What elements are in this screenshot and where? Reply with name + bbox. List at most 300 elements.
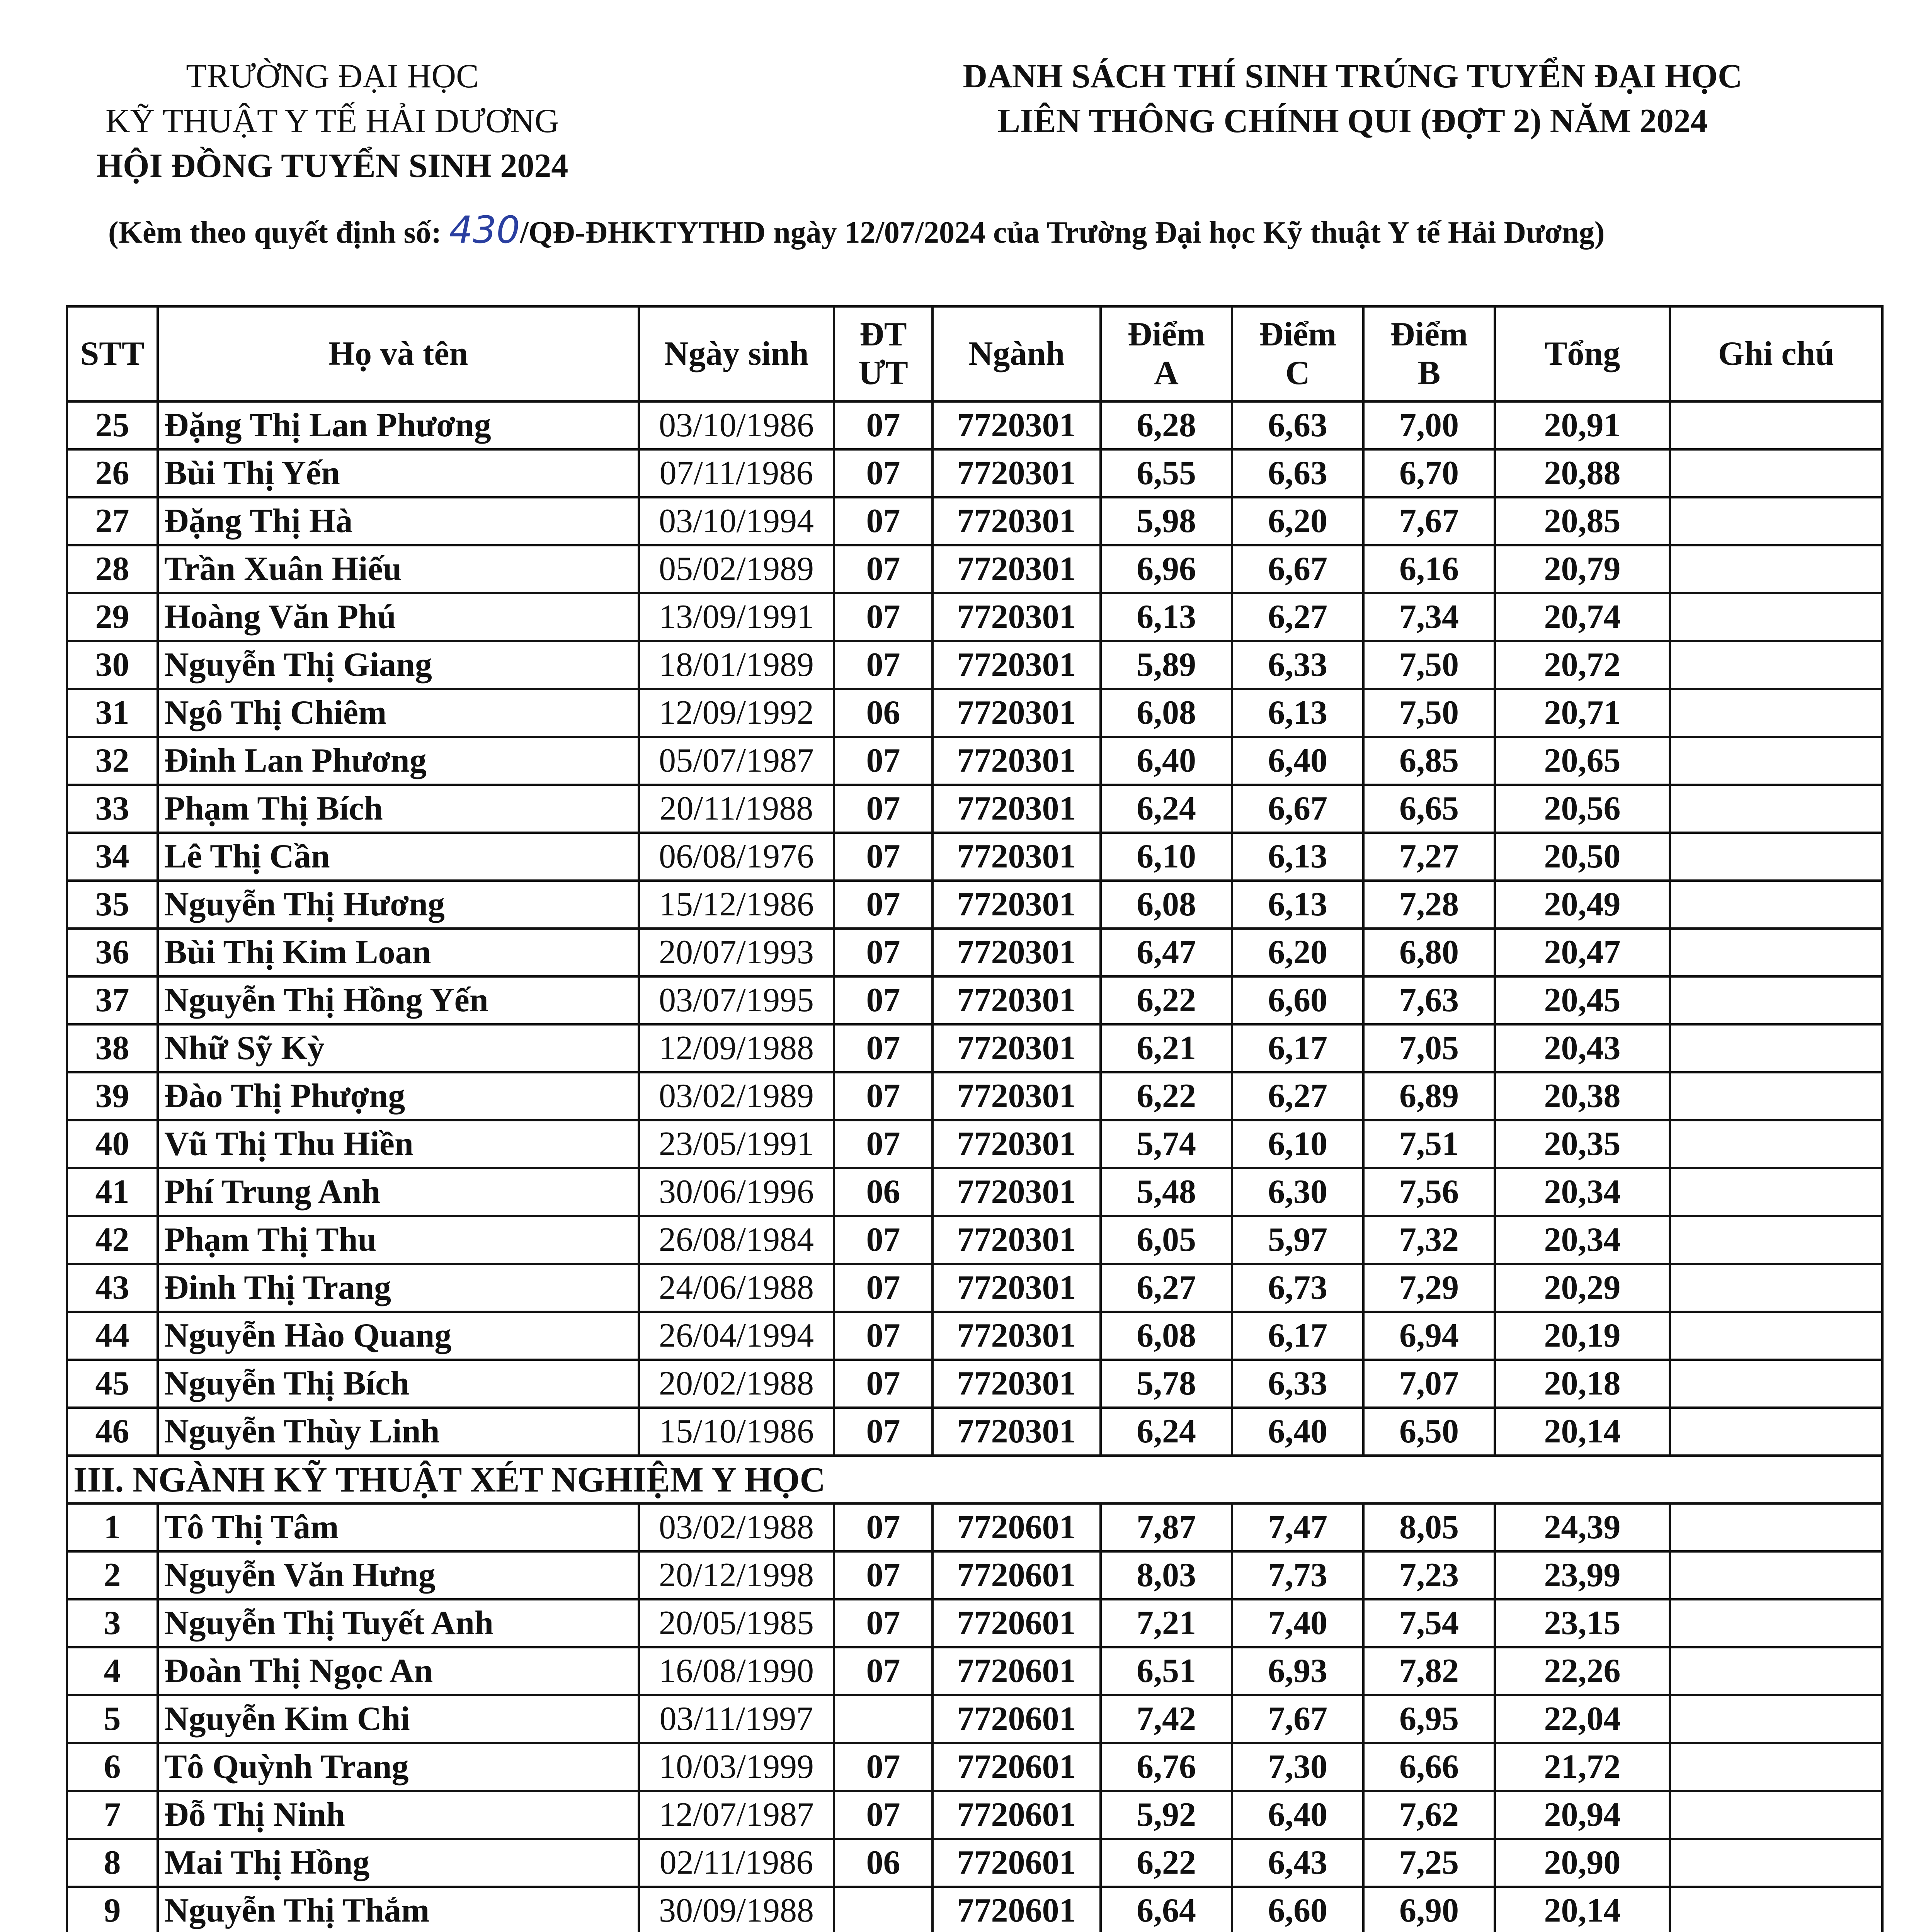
cell-major: 7720601: [932, 1743, 1101, 1791]
cell-note: [1670, 833, 1882, 881]
cell-name: Ngô Thị Chiêm: [158, 689, 639, 737]
cell-total: 20,79: [1495, 545, 1670, 593]
table-row: [67, 1599, 1882, 1647]
cell-priority: 07: [834, 1503, 932, 1551]
cell-score-c: 7,73: [1232, 1551, 1363, 1599]
cell-score-c: 6,33: [1232, 1360, 1363, 1408]
cell-dob: 12/07/1987: [639, 1791, 834, 1839]
header-score-b-line2: B: [1417, 354, 1441, 392]
cell-dob: 20/07/1993: [639, 929, 834, 976]
cell-name: Nguyễn Văn Hưng: [158, 1551, 639, 1599]
cell-score-b: 7,27: [1363, 833, 1495, 881]
cell-name: Đặng Thị Lan Phương: [158, 401, 639, 449]
cell-stt: 3: [67, 1599, 158, 1647]
cell-note: [1670, 1503, 1882, 1551]
cell-name: Hoàng Văn Phú: [158, 593, 639, 641]
table-row: [67, 545, 1882, 593]
cell-priority: 07: [834, 1647, 932, 1695]
cell-priority: 07: [834, 976, 932, 1024]
cell-major: 7720301: [932, 449, 1101, 497]
cell-priority: 07: [834, 641, 932, 689]
section-row: [67, 1456, 1882, 1503]
header-total: Tổng: [1495, 306, 1670, 401]
cell-priority: 07: [834, 1599, 932, 1647]
cell-dob: 05/02/1989: [639, 545, 834, 593]
cell-name: Vũ Thị Thu Hiền: [158, 1120, 639, 1168]
cell-stt: 41: [67, 1168, 158, 1216]
header-note: Ghi chú: [1670, 306, 1882, 401]
cell-dob: 07/11/1986: [639, 449, 834, 497]
cell-score-c: 6,40: [1232, 1408, 1363, 1456]
cell-score-c: 6,27: [1232, 593, 1363, 641]
cell-name: Đoàn Thị Ngọc An: [158, 1647, 639, 1695]
cell-dob: 20/05/1985: [639, 1599, 834, 1647]
cell-major: 7720301: [932, 737, 1101, 785]
cell-note: [1670, 593, 1882, 641]
cell-total: 20,18: [1495, 1360, 1670, 1408]
university-name-line2: KỸ THUẬT Y TẾ HẢI DƯƠNG: [105, 102, 559, 140]
cell-priority: [834, 1887, 932, 1932]
cell-priority: 07: [834, 1360, 932, 1408]
section-title: III. NGÀNH KỸ THUẬT XÉT NGHIỆM Y HỌC: [67, 1456, 1882, 1503]
cell-total: 22,26: [1495, 1647, 1670, 1695]
table-row: [67, 1216, 1882, 1264]
cell-total: 23,15: [1495, 1599, 1670, 1647]
cell-priority: 07: [834, 1264, 932, 1312]
cell-name: Phạm Thị Bích: [158, 785, 639, 833]
admission-table: [66, 305, 1884, 1932]
cell-score-b: 7,50: [1363, 641, 1495, 689]
cell-total: 20,56: [1495, 785, 1670, 833]
cell-note: [1670, 1168, 1882, 1216]
cell-priority: 07: [834, 449, 932, 497]
cell-dob: 02/11/1986: [639, 1839, 834, 1887]
table-row: [67, 401, 1882, 449]
cell-score-a: 5,98: [1101, 497, 1232, 545]
cell-name: Nguyễn Thùy Linh: [158, 1408, 639, 1456]
cell-major: 7720301: [932, 1312, 1101, 1360]
cell-stt: 28: [67, 545, 158, 593]
table-row: [67, 1839, 1882, 1887]
table-row: [67, 1024, 1882, 1072]
cell-dob: 12/09/1988: [639, 1024, 834, 1072]
cell-dob: 03/02/1989: [639, 1072, 834, 1120]
table-row: [67, 737, 1882, 785]
cell-priority: 07: [834, 1216, 932, 1264]
cell-major: 7720301: [932, 1216, 1101, 1264]
cell-dob: 30/09/1988: [639, 1887, 834, 1932]
cell-dob: 18/01/1989: [639, 641, 834, 689]
header-score-b: [1363, 306, 1495, 401]
cell-score-b: 7,07: [1363, 1360, 1495, 1408]
cell-stt: 30: [67, 641, 158, 689]
cell-note: [1670, 1743, 1882, 1791]
group-nursing-rows: [67, 401, 1882, 1456]
cell-note: [1670, 1647, 1882, 1695]
cell-total: 20,49: [1495, 881, 1670, 929]
cell-stt: 34: [67, 833, 158, 881]
document-title: [870, 54, 1836, 144]
cell-stt: 29: [67, 593, 158, 641]
cell-total: 20,88: [1495, 449, 1670, 497]
cell-score-c: 6,60: [1232, 976, 1363, 1024]
cell-note: [1670, 641, 1882, 689]
cell-priority: 07: [834, 593, 932, 641]
cell-total: 20,90: [1495, 1839, 1670, 1887]
cell-note: [1670, 1360, 1882, 1408]
cell-major: 7720601: [932, 1791, 1101, 1839]
cell-score-b: 7,32: [1363, 1216, 1495, 1264]
cell-dob: 30/06/1996: [639, 1168, 834, 1216]
cell-score-a: 8,03: [1101, 1551, 1232, 1599]
cell-priority: 07: [834, 1024, 932, 1072]
cell-score-a: 5,92: [1101, 1791, 1232, 1839]
cell-score-a: 6,22: [1101, 1839, 1232, 1887]
cell-major: 7720601: [932, 1551, 1101, 1599]
cell-priority: [834, 1695, 932, 1743]
cell-score-b: 6,90: [1363, 1887, 1495, 1932]
cell-note: [1670, 1072, 1882, 1120]
cell-stt: 6: [67, 1743, 158, 1791]
cell-dob: 10/03/1999: [639, 1743, 834, 1791]
cell-score-a: 7,87: [1101, 1503, 1232, 1551]
cell-priority: 07: [834, 929, 932, 976]
cell-score-a: 6,96: [1101, 545, 1232, 593]
cell-stt: 40: [67, 1120, 158, 1168]
cell-major: 7720301: [932, 1168, 1101, 1216]
cell-major: 7720301: [932, 785, 1101, 833]
cell-score-b: 7,67: [1363, 497, 1495, 545]
cell-name: Tô Quỳnh Trang: [158, 1743, 639, 1791]
cell-note: [1670, 1887, 1882, 1932]
cell-major: 7720301: [932, 401, 1101, 449]
cell-score-c: 6,67: [1232, 545, 1363, 593]
cell-score-b: 6,65: [1363, 785, 1495, 833]
cell-score-c: 6,63: [1232, 449, 1363, 497]
header-score-c: [1232, 306, 1363, 401]
group-lab-medicine-rows: [67, 1503, 1882, 1932]
cell-major: 7720301: [932, 1360, 1101, 1408]
cell-name: Nguyễn Thị Hồng Yến: [158, 976, 639, 1024]
cell-note: [1670, 785, 1882, 833]
cell-score-b: 7,56: [1363, 1168, 1495, 1216]
cell-stt: 42: [67, 1216, 158, 1264]
table-row: [67, 1503, 1882, 1551]
cell-note: [1670, 1695, 1882, 1743]
cell-score-b: 7,34: [1363, 593, 1495, 641]
cell-dob: 20/02/1988: [639, 1360, 834, 1408]
cell-total: 24,39: [1495, 1503, 1670, 1551]
cell-score-a: 5,78: [1101, 1360, 1232, 1408]
cell-major: 7720301: [932, 689, 1101, 737]
cell-score-c: 6,30: [1232, 1168, 1363, 1216]
cell-name: Mai Thị Hồng: [158, 1839, 639, 1887]
cell-note: [1670, 1312, 1882, 1360]
cell-name: Nguyễn Hào Quang: [158, 1312, 639, 1360]
cell-priority: 06: [834, 1168, 932, 1216]
cell-name: Nguyễn Thị Hương: [158, 881, 639, 929]
table-row: [67, 1408, 1882, 1456]
cell-stt: 9: [67, 1887, 158, 1932]
cell-dob: 03/11/1997: [639, 1695, 834, 1743]
cell-priority: 07: [834, 737, 932, 785]
cell-total: 20,91: [1495, 401, 1670, 449]
cell-dob: 15/12/1986: [639, 881, 834, 929]
cell-score-a: 6,22: [1101, 976, 1232, 1024]
cell-score-b: 7,50: [1363, 689, 1495, 737]
cell-score-a: 6,21: [1101, 1024, 1232, 1072]
cell-major: 7720301: [932, 1120, 1101, 1168]
cell-major: 7720301: [932, 1264, 1101, 1312]
cell-name: Đinh Lan Phương: [158, 737, 639, 785]
cell-dob: 03/07/1995: [639, 976, 834, 1024]
cell-note: [1670, 449, 1882, 497]
cell-total: 20,71: [1495, 689, 1670, 737]
cell-score-b: 7,05: [1363, 1024, 1495, 1072]
cell-score-b: 6,95: [1363, 1695, 1495, 1743]
cell-major: 7720601: [932, 1503, 1101, 1551]
cell-score-a: 6,51: [1101, 1647, 1232, 1695]
cell-score-b: 6,94: [1363, 1312, 1495, 1360]
cell-total: 23,99: [1495, 1551, 1670, 1599]
cell-total: 20,38: [1495, 1072, 1670, 1120]
cell-score-c: 6,20: [1232, 929, 1363, 976]
cell-stt: 43: [67, 1264, 158, 1312]
table-row: [67, 1360, 1882, 1408]
cell-stt: 27: [67, 497, 158, 545]
cell-score-c: 6,10: [1232, 1120, 1363, 1168]
table-header-row: [67, 306, 1882, 401]
cell-score-a: 6,64: [1101, 1887, 1232, 1932]
cell-dob: 23/05/1991: [639, 1120, 834, 1168]
table-row: [67, 497, 1882, 545]
cell-total: 20,34: [1495, 1216, 1670, 1264]
cell-score-c: 6,40: [1232, 737, 1363, 785]
table-row: [67, 881, 1882, 929]
cell-note: [1670, 1216, 1882, 1264]
cell-stt: 33: [67, 785, 158, 833]
header-stt: STT: [67, 306, 158, 401]
decision-reference: [108, 209, 1847, 254]
cell-major: 7720301: [932, 929, 1101, 976]
cell-stt: 26: [67, 449, 158, 497]
table-row: [67, 976, 1882, 1024]
cell-score-b: 6,89: [1363, 1072, 1495, 1120]
cell-score-c: 5,97: [1232, 1216, 1363, 1264]
header-score-c-line2: C: [1285, 354, 1310, 392]
cell-dob: 20/11/1988: [639, 785, 834, 833]
header-priority-line1: ĐT: [859, 316, 907, 353]
cell-score-c: 6,27: [1232, 1072, 1363, 1120]
cell-score-b: 7,82: [1363, 1647, 1495, 1695]
cell-score-b: 6,16: [1363, 545, 1495, 593]
cell-priority: 06: [834, 689, 932, 737]
cell-priority: 07: [834, 1312, 932, 1360]
cell-priority: 07: [834, 497, 932, 545]
cell-score-a: 6,40: [1101, 737, 1232, 785]
cell-note: [1670, 1791, 1882, 1839]
cell-stt: 37: [67, 976, 158, 1024]
cell-score-a: 6,24: [1101, 785, 1232, 833]
cell-score-b: 6,80: [1363, 929, 1495, 976]
cell-score-a: 5,48: [1101, 1168, 1232, 1216]
cell-stt: 44: [67, 1312, 158, 1360]
cell-name: Bùi Thị Kim Loan: [158, 929, 639, 976]
table-row: [67, 1120, 1882, 1168]
cell-major: 7720601: [932, 1839, 1101, 1887]
cell-score-c: 6,13: [1232, 881, 1363, 929]
cell-score-b: 7,23: [1363, 1551, 1495, 1599]
cell-note: [1670, 737, 1882, 785]
cell-total: 21,72: [1495, 1743, 1670, 1791]
cell-stt: 2: [67, 1551, 158, 1599]
header-dob: Ngày sinh: [639, 306, 834, 401]
cell-stt: 39: [67, 1072, 158, 1120]
cell-score-a: 7,21: [1101, 1599, 1232, 1647]
cell-score-a: 6,08: [1101, 689, 1232, 737]
cell-name: Nguyễn Thị Thắm: [158, 1887, 639, 1932]
cell-priority: 07: [834, 881, 932, 929]
cell-stt: 38: [67, 1024, 158, 1072]
table-row: [67, 1264, 1882, 1312]
cell-name: Nguyễn Thị Tuyết Anh: [158, 1599, 639, 1647]
cell-major: 7720301: [932, 497, 1101, 545]
cell-name: Tô Thị Tâm: [158, 1503, 639, 1551]
cell-major: 7720601: [932, 1887, 1101, 1932]
cell-major: 7720301: [932, 1408, 1101, 1456]
cell-score-b: 7,51: [1363, 1120, 1495, 1168]
cell-stt: 1: [67, 1503, 158, 1551]
decision-number-handwritten: 430: [449, 208, 520, 252]
cell-name: Lê Thị Cần: [158, 833, 639, 881]
cell-major: 7720301: [932, 641, 1101, 689]
cell-name: Đỗ Thị Ninh: [158, 1791, 639, 1839]
cell-score-b: 6,85: [1363, 737, 1495, 785]
cell-score-a: 6,28: [1101, 401, 1232, 449]
table-row: [67, 785, 1882, 833]
cell-score-a: 5,74: [1101, 1120, 1232, 1168]
cell-score-c: 6,73: [1232, 1264, 1363, 1312]
cell-score-a: 7,42: [1101, 1695, 1232, 1743]
table-row: [67, 593, 1882, 641]
header-score-b-line1: Điểm: [1390, 316, 1468, 353]
cell-note: [1670, 1839, 1882, 1887]
cell-name: Nguyễn Thị Bích: [158, 1360, 639, 1408]
cell-score-c: 6,43: [1232, 1839, 1363, 1887]
cell-note: [1670, 1024, 1882, 1072]
cell-stt: 45: [67, 1360, 158, 1408]
cell-dob: 06/08/1976: [639, 833, 834, 881]
header-score-a-line2: A: [1154, 354, 1179, 392]
cell-total: 20,94: [1495, 1791, 1670, 1839]
cell-stt: 31: [67, 689, 158, 737]
cell-dob: 05/07/1987: [639, 737, 834, 785]
cell-name: Đinh Thị Trang: [158, 1264, 639, 1312]
cell-score-b: 7,29: [1363, 1264, 1495, 1312]
cell-stt: 4: [67, 1647, 158, 1695]
cell-dob: 15/10/1986: [639, 1408, 834, 1456]
header-priority: [834, 306, 932, 401]
table-row: [67, 1647, 1882, 1695]
header-name: Họ và tên: [158, 306, 639, 401]
cell-score-c: 6,67: [1232, 785, 1363, 833]
cell-name: Nguyễn Thị Giang: [158, 641, 639, 689]
cell-dob: 26/08/1984: [639, 1216, 834, 1264]
cell-stt: 36: [67, 929, 158, 976]
cell-stt: 35: [67, 881, 158, 929]
cell-major: 7720301: [932, 976, 1101, 1024]
cell-name: Trần Xuân Hiếu: [158, 545, 639, 593]
cell-priority: 06: [834, 1839, 932, 1887]
cell-major: 7720301: [932, 545, 1101, 593]
cell-note: [1670, 881, 1882, 929]
cell-priority: 07: [834, 1791, 932, 1839]
cell-stt: 8: [67, 1839, 158, 1887]
cell-score-c: 6,13: [1232, 833, 1363, 881]
cell-major: 7720301: [932, 833, 1101, 881]
cell-score-a: 6,27: [1101, 1264, 1232, 1312]
cell-score-b: 8,05: [1363, 1503, 1495, 1551]
cell-note: [1670, 401, 1882, 449]
cell-total: 22,04: [1495, 1695, 1670, 1743]
cell-total: 20,72: [1495, 641, 1670, 689]
cell-total: 20,35: [1495, 1120, 1670, 1168]
cell-note: [1670, 1408, 1882, 1456]
cell-dob: 20/12/1998: [639, 1551, 834, 1599]
cell-score-a: 6,08: [1101, 881, 1232, 929]
cell-note: [1670, 1264, 1882, 1312]
cell-score-a: 6,08: [1101, 1312, 1232, 1360]
cell-priority: 07: [834, 1408, 932, 1456]
table-row: [67, 929, 1882, 976]
cell-score-b: 7,62: [1363, 1791, 1495, 1839]
cell-total: 20,47: [1495, 929, 1670, 976]
cell-major: 7720301: [932, 593, 1101, 641]
table-row: [67, 1168, 1882, 1216]
table-row: [67, 1791, 1882, 1839]
cell-total: 20,85: [1495, 497, 1670, 545]
cell-note: [1670, 1599, 1882, 1647]
cell-priority: 07: [834, 1551, 932, 1599]
cell-name: Đào Thị Phượng: [158, 1072, 639, 1120]
cell-name: Phạm Thị Thu: [158, 1216, 639, 1264]
cell-score-c: 6,17: [1232, 1312, 1363, 1360]
cell-note: [1670, 929, 1882, 976]
table-row: [67, 641, 1882, 689]
cell-total: 20,65: [1495, 737, 1670, 785]
cell-name: Nguyễn Kim Chi: [158, 1695, 639, 1743]
cell-score-a: 6,05: [1101, 1216, 1232, 1264]
cell-dob: 03/02/1988: [639, 1503, 834, 1551]
cell-note: [1670, 1551, 1882, 1599]
cell-dob: 13/09/1991: [639, 593, 834, 641]
cell-note: [1670, 976, 1882, 1024]
cell-score-b: 7,54: [1363, 1599, 1495, 1647]
cell-score-c: 6,17: [1232, 1024, 1363, 1072]
cell-score-c: 7,67: [1232, 1695, 1363, 1743]
cell-priority: 07: [834, 1072, 932, 1120]
cell-score-a: 6,47: [1101, 929, 1232, 976]
cell-name: Bùi Thị Yến: [158, 449, 639, 497]
cell-score-a: 6,76: [1101, 1743, 1232, 1791]
cell-priority: 07: [834, 785, 932, 833]
cell-note: [1670, 1120, 1882, 1168]
table-row: [67, 689, 1882, 737]
cell-total: 20,14: [1495, 1887, 1670, 1932]
cell-total: 20,45: [1495, 976, 1670, 1024]
cell-score-b: 6,50: [1363, 1408, 1495, 1456]
cell-score-c: 6,60: [1232, 1887, 1363, 1932]
